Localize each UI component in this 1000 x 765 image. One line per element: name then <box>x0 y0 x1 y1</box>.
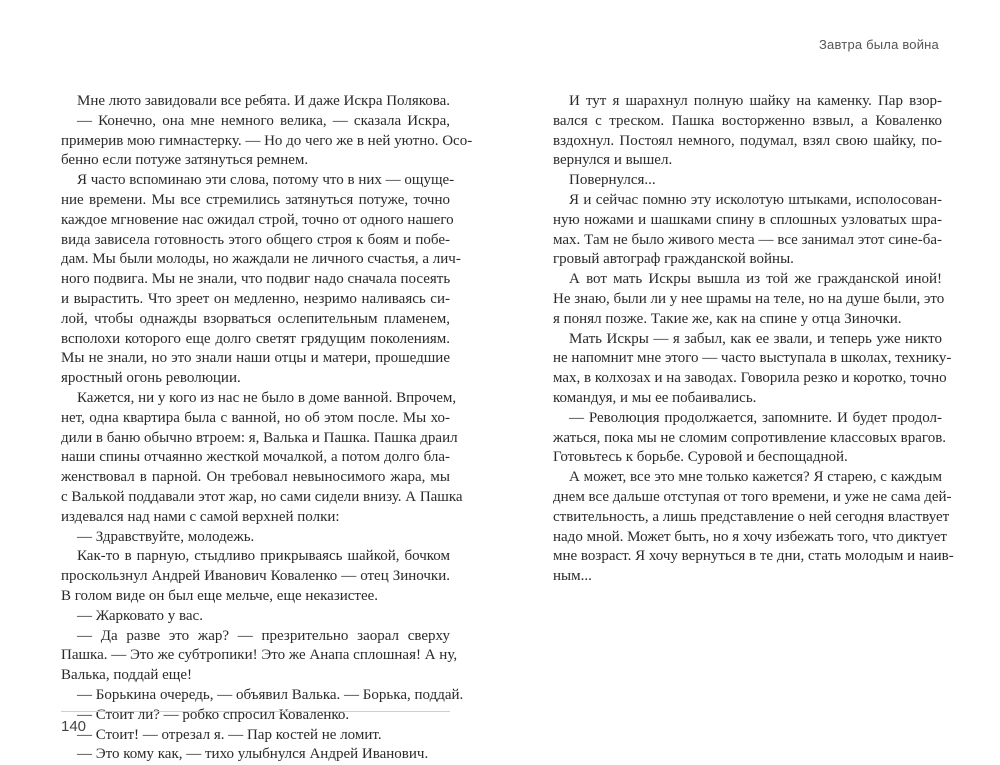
text-line: каждое мгновение нас ожидал строй, точно от одного нашего <box>61 211 454 228</box>
text-line: — Конечно, она мне немного велика, — сказала Искра, <box>77 112 450 129</box>
text-line: Мать Искры — я забыл, как ее звали, и теперь уже никто <box>569 330 942 347</box>
text-line: мах, в колхозах и на заводах. Говорила резко и коротко, точно <box>553 370 947 387</box>
text-line: Я и сейчас помню эту исколотую штыками, исполосован- <box>569 191 942 208</box>
text-line: дили в баню обычно втроем: я, Валька и Пашка. Пашка драил <box>61 429 458 446</box>
text-line: — Здравствуйте, молодежь. <box>77 528 255 545</box>
text-line: издевался над нами с самой верхней полки: <box>61 508 340 525</box>
text-line: днем все дальше отступая от того времени, и уже не сама дей- <box>553 488 952 505</box>
text-line: Мне люто завидовали все ребята. И даже Искра Полякова. <box>77 93 451 109</box>
text-line: нет, одна квартира была с ванной, но об этом после. Мы хо- <box>61 409 450 426</box>
text-line: гровый автограф гражданской войны. <box>553 251 794 268</box>
text-line: я понял позже. Такие же, как на спине у отца Зиночки. <box>553 310 902 327</box>
text-line: — Да разве это жар? — презрительно заорал сверху <box>77 627 450 644</box>
running-head: Завтра была война <box>818 37 939 52</box>
text-line: яростный огонь революции. <box>61 370 241 387</box>
text-line: — Это кому как, — тихо улыбнулся Андрей Иванович. <box>77 746 429 763</box>
text-line: не напомнит мне этого — часто выступала в школах, технику- <box>553 350 952 367</box>
text-line: лой, чтобы однажды взорваться ослепительным пламенем, <box>61 310 450 327</box>
text-line: — Стоит! — отрезал я. — Пар костей не ломит. <box>77 726 382 743</box>
text-line: мах. Там не было живого места — все занимал этот сине-ба- <box>553 231 942 248</box>
text-line: дам. Мы были молоды, но жаждали не личного счастья, а лич- <box>61 251 461 268</box>
text-line: женствовал в парной. Он требовал невыносимого жара, мы <box>61 469 450 486</box>
text-line: — Революция продолжается, запомните. И будет продол- <box>569 409 942 426</box>
text-line: Как-то в парную, стыдливо прикрываясь шайкой, бочком <box>77 548 450 565</box>
text-line: Не знаю, были ли у нее шрамы на теле, но на душе были, это <box>553 290 945 307</box>
text-line: И тут я шарахнул полную шайку на каменку. Пар взор- <box>569 93 942 109</box>
text-line: примерив мою гимнастерку. — Но до чего же в ней уютно. Осо- <box>61 132 473 149</box>
left-column-text <box>61 92 473 765</box>
text-line: и вырастить. Что зреет он медленно, незримо наливаясь си- <box>61 290 450 307</box>
text-line: всполохи которого еще долго светят грядущим поколениям. <box>61 330 450 347</box>
text-line: ного подвига. Мы не знали, что подвиг надо сначала посеять <box>61 271 451 288</box>
text-line: надо мной. Может быть, но я хочу избежать того, что диктует <box>553 528 947 545</box>
text-line: командуя, и мы ее побаивались. <box>553 389 757 406</box>
text-line: Готовьтесь к борьбе. Суровой и беспощадной. <box>553 449 848 466</box>
right-column-text <box>553 92 954 587</box>
text-line: А вот мать Искры вышла из той же гражданской иной! <box>569 271 942 288</box>
text-line: вернулся и вышел. <box>553 152 673 169</box>
text-line: — Жарковато у вас. <box>77 607 203 624</box>
page-footer-rule <box>61 711 450 712</box>
text-line: — Стоит ли? — робко спросил Коваленко. <box>77 706 350 723</box>
text-line: вида зависела готовность этого общего строя к боям и побе- <box>61 231 450 248</box>
text-line: Валька, поддай еще! <box>61 667 192 684</box>
text-line: Повернулся... <box>569 172 656 189</box>
text-line: ние времени. Мы все стремились затянуться потуже, точно <box>61 191 450 208</box>
page-number: 140 <box>61 718 87 735</box>
text-line: проскользнул Андрей Иванович Коваленко — отец Зиночки. <box>61 568 450 585</box>
text-line: мне возраст. Я хочу вернуться в те дни, стать молодым и наив- <box>553 548 954 565</box>
text-line: вался с треском. Пашка восторженно взвыл, а Коваленко <box>553 112 942 129</box>
text-line: бенно если потуже затянуться ремнем. <box>61 152 309 169</box>
text-line: — Борькина очередь, — объявил Валька. — Борька, поддай. <box>77 686 464 703</box>
text-line: Кажется, ни у кого из нас не было в доме ванной. Впрочем, <box>77 389 457 406</box>
text-line: жаться, пока мы не сломим сопротивление классовых врагов. <box>553 429 947 446</box>
text-line: наши спины отчаянно жесткой мочалкой, а потом долго бла- <box>61 449 450 466</box>
text-line: ную ножами и шашками спину в сплошных узловатых шра- <box>553 211 942 228</box>
text-line: с Валькой поддавали этот жар, но сами сидели внизу. А Пашка <box>61 488 463 505</box>
text-line: А может, все это мне только кажется? Я старею, с каждым <box>569 469 942 486</box>
text-line: вздохнул. Постоял немного, подумал, взял свою шайку, по- <box>553 132 942 149</box>
text-line: Мы не знали, но это знали наши отцы и матери, прошедшие <box>61 350 450 367</box>
text-line: Пашка. — Это же субтропики! Это же Анапа сплошная! А ну, <box>61 647 458 664</box>
text-line: ным... <box>553 568 592 585</box>
text-line: В голом виде он был еще мельче, еще неказистее. <box>61 587 379 604</box>
text-line: Я часто вспоминаю эти слова, потому что в них — ощуще- <box>77 172 455 189</box>
text-line: ствительность, а лишь представление о ней сегодня властвует <box>553 508 950 525</box>
